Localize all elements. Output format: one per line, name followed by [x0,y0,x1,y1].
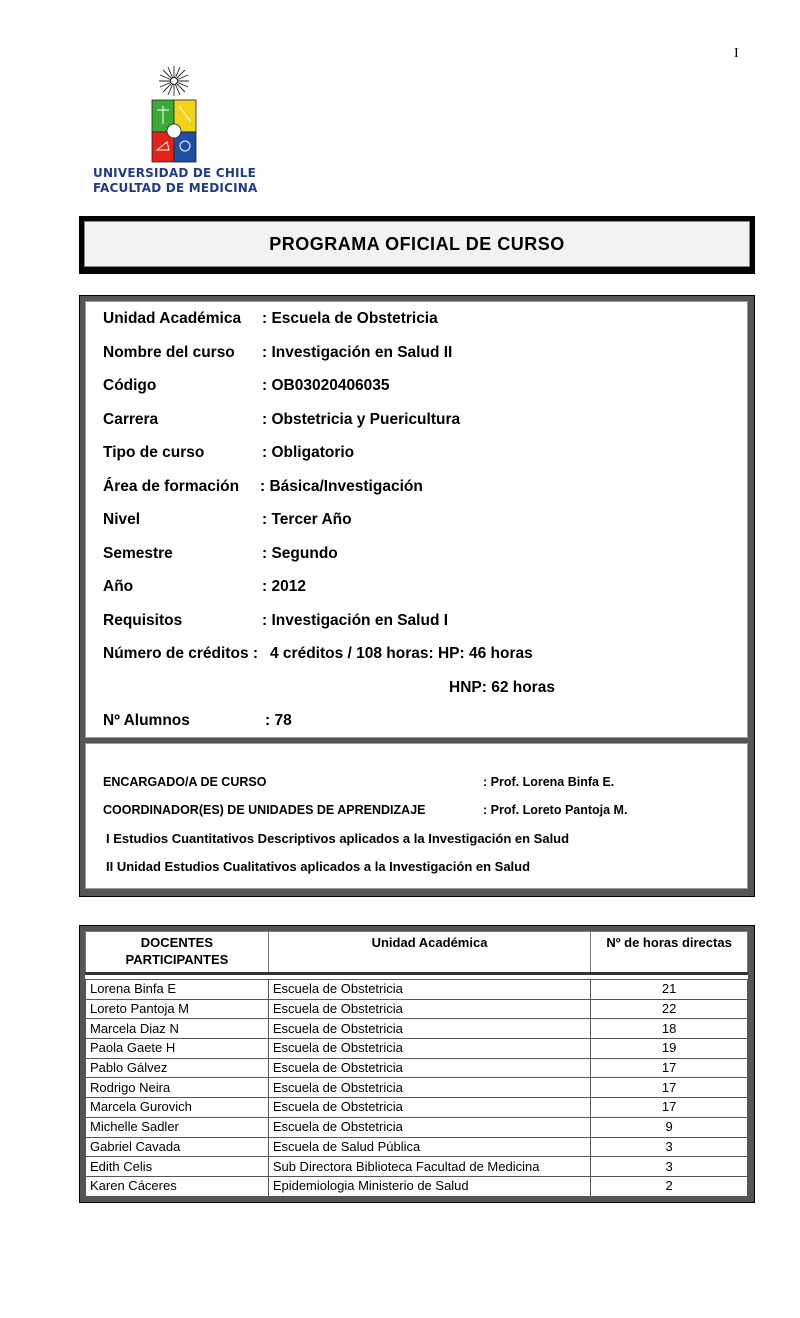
info-label: Nombre del curso [103,344,235,361]
info-value: : OB03020406035 [262,377,390,394]
cell-horas: 21 [591,980,748,1000]
cell-unidad: Escuela de Obstetricia [268,1078,590,1098]
table-row [86,1137,748,1157]
table-row [86,1058,748,1078]
cell-docente: Rodrigo Neira [86,1078,269,1098]
cell-docente: Edith Celis [86,1157,269,1177]
info-value: : Obligatorio [262,444,355,461]
table-row [86,1176,748,1196]
cell-horas: 17 [591,1078,748,1098]
info-label: Semestre [103,545,173,562]
table-row [86,1019,748,1039]
cell-horas: 18 [591,1019,748,1039]
info-label: Unidad Académica [103,310,242,327]
unit-2: II Unidad Estudios Cualitativos aplicados a la Investigación en Salud [106,859,531,874]
table-row [86,999,748,1019]
coordinador-value: : Prof. Loreto Pantoja M. [483,803,628,817]
info-value: : Investigación en Salud II [262,344,453,361]
university-logo [148,64,200,164]
info-label: Nº Alumnos [103,712,190,729]
unit-1: I Estudios Cuantitativos Descriptivos aplicados a la Investigación en Salud [106,831,570,846]
column-header-docentes: DOCENTES PARTICIPANTES [86,932,269,974]
encargado-label: ENCARGADO/A DE CURSO [103,775,267,789]
info-value: : Básica/Investigación [260,478,423,495]
page-number: I [734,46,739,61]
info-value: : 78 [265,712,292,729]
cell-docente: Gabriel Cavada [86,1137,269,1157]
info-value: : Investigación en Salud I [262,612,449,629]
cell-horas: 19 [591,1039,748,1059]
cell-unidad: Escuela de Salud Pública [268,1137,590,1157]
cell-docente: Marcela Diaz N [86,1019,269,1039]
info-value: : 2012 [262,578,306,595]
cell-unidad: Escuela de Obstetricia [268,999,590,1019]
info-label: Carrera [103,411,159,428]
cell-docente: Paola Gaete H [86,1039,269,1059]
staff-table-box [79,925,755,1203]
cell-unidad: Escuela de Obstetricia [268,1058,590,1078]
table-row [86,1098,748,1118]
cell-unidad: Escuela de Obstetricia [268,1098,590,1118]
cell-horas: 17 [591,1058,748,1078]
cell-docente: Marcela Gurovich [86,1098,269,1118]
info-value: : Tercer Año [262,511,352,528]
info-label: Área de formación [103,478,240,495]
info-value: 4 créditos / 108 horas: HP: 46 horas [270,645,533,662]
column-header-unidad: Unidad Académica [268,932,590,974]
info-label: Código [103,377,157,394]
institution-line-2: FACULTAD DE MEDICINA [93,181,258,195]
info-value: : Segundo [262,545,338,562]
institution-name [93,166,258,196]
staff-table [85,931,748,1197]
star-icon [159,66,189,96]
cell-unidad: Escuela de Obstetricia [268,1117,590,1137]
info-value: HNP: 62 horas [449,679,555,696]
cell-docente: Michelle Sadler [86,1117,269,1137]
cell-docente: Loreto Pantoja M [86,999,269,1019]
cell-unidad: Sub Directora Biblioteca Facultad de Medicina [268,1157,590,1177]
cell-horas: 3 [591,1157,748,1177]
cell-unidad: Escuela de Obstetricia [268,1039,590,1059]
cell-docente: Lorena Binfa E [86,980,269,1000]
table-row [86,1157,748,1177]
cell-horas: 3 [591,1137,748,1157]
table-row [86,980,748,1000]
institution-line-1: UNIVERSIDAD DE CHILE [93,166,256,180]
encargado-value: : Prof. Lorena Binfa E. [483,775,615,789]
cell-docente: Pablo Gálvez [86,1058,269,1078]
staff-roles-panel [85,743,748,889]
info-value: : Obstetricia y Puericultura [262,411,461,428]
table-row [86,1117,748,1137]
table-row [86,1039,748,1059]
cell-horas: 2 [591,1176,748,1196]
column-header-horas: Nº de horas directas [591,932,748,974]
cell-horas: 17 [591,1098,748,1118]
title-box [79,216,755,274]
info-label: Tipo de curso [103,444,205,461]
info-label: Número de créditos : [103,645,259,662]
course-info-panel [85,301,748,738]
info-label: Año [103,578,134,595]
cell-unidad: Escuela de Obstetricia [268,980,590,1000]
cell-horas: 9 [591,1117,748,1137]
cell-horas: 22 [591,999,748,1019]
table-header-row [86,932,748,974]
cell-unidad: Epidemiologia Ministerio de Salud [268,1176,590,1196]
table-row [86,1078,748,1098]
info-value: : Escuela de Obstetricia [262,310,438,327]
info-label: Requisitos [103,612,183,629]
document-title: PROGRAMA OFICIAL DE CURSO [269,233,565,254]
coordinador-label: COORDINADOR(ES) DE UNIDADES DE APRENDIZAJE [103,803,426,817]
cell-unidad: Escuela de Obstetricia [268,1019,590,1039]
cell-docente: Karen Cáceres [86,1176,269,1196]
info-label: Nivel [103,511,141,528]
course-info-box [79,295,755,897]
